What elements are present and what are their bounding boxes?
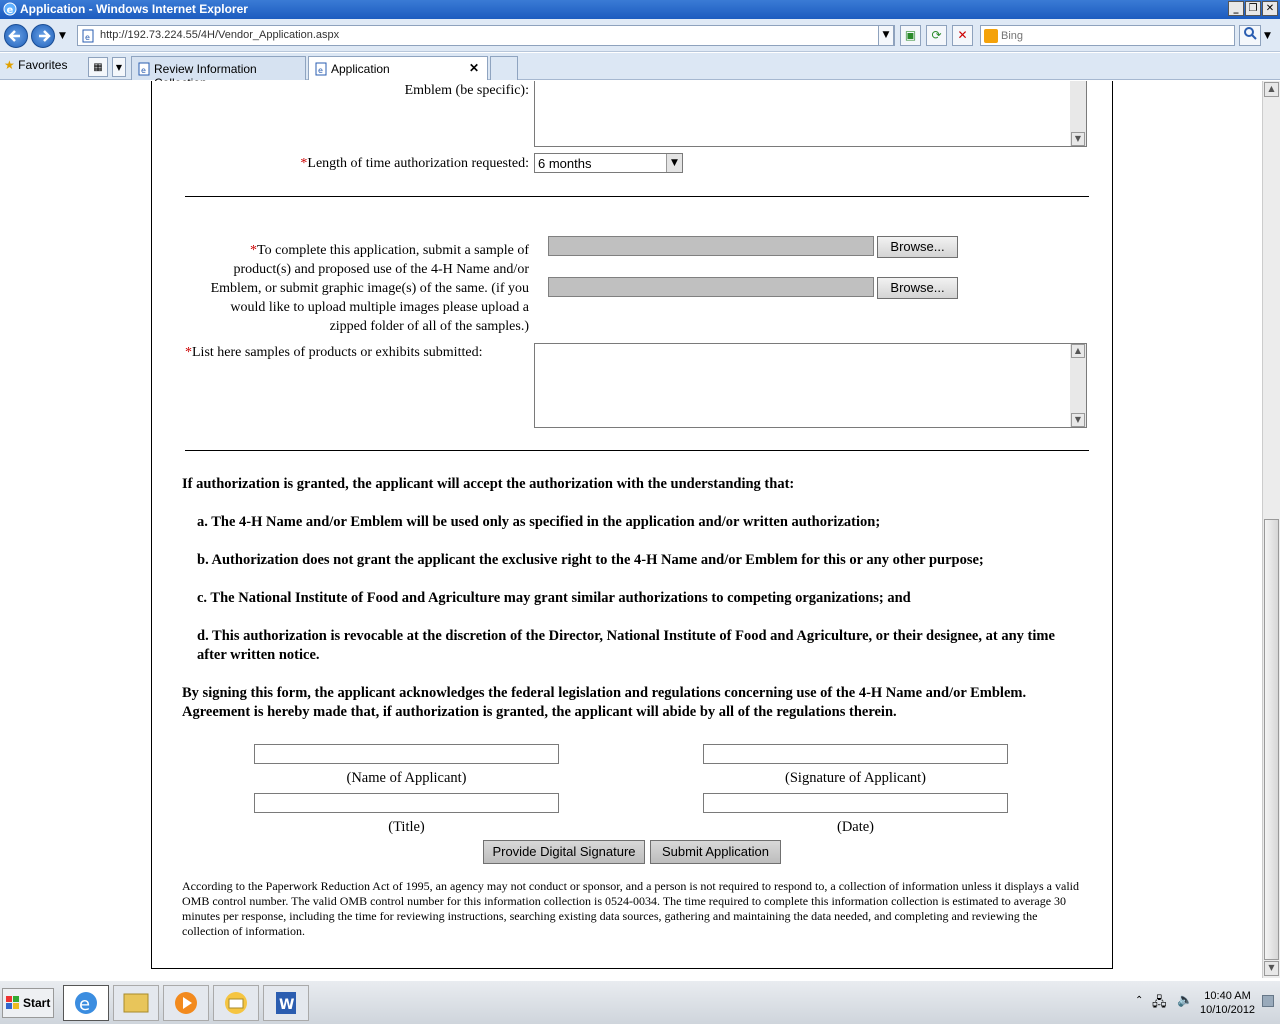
- search-input[interactable]: [1001, 28, 1231, 43]
- textarea-scrollbar[interactable]: [1070, 344, 1086, 427]
- clock-date: 10/10/2012: [1200, 1004, 1256, 1016]
- tab-application[interactable]: [308, 56, 488, 80]
- chevron-down-icon[interactable]: ▼: [666, 154, 682, 172]
- windows-logo-icon: [6, 996, 20, 1010]
- outlook-icon: [214, 986, 258, 1020]
- taskbar-word[interactable]: [263, 985, 309, 1021]
- internet-explorer-icon: [3, 2, 17, 16]
- required-asterisk: *: [185, 345, 192, 360]
- signature-of-applicant-caption: (Signature of Applicant): [785, 770, 926, 786]
- emblem-label: Emblem (be specific):: [404, 83, 529, 98]
- refresh-icon[interactable]: ⟳: [926, 25, 947, 46]
- favorites-button[interactable]: [4, 58, 67, 72]
- date-field[interactable]: [703, 793, 1008, 813]
- search-options-dropdown-icon[interactable]: ▼: [1264, 31, 1271, 41]
- compatibility-view-icon[interactable]: ▣: [900, 25, 921, 46]
- scroll-up-icon[interactable]: ▲: [1071, 344, 1085, 358]
- new-tab-button[interactable]: [490, 56, 518, 80]
- taskbar-windows-explorer[interactable]: [113, 985, 159, 1021]
- favorites-bar: [0, 53, 1280, 80]
- window-title: Application - Windows Internet Explorer: [20, 2, 248, 16]
- media-player-icon: [164, 986, 208, 1020]
- length-of-time-label-text: Length of time authorization requested:: [307, 156, 529, 171]
- date-caption: (Date): [836, 819, 875, 835]
- stop-icon[interactable]: ✕: [952, 25, 973, 46]
- samples-label: [185, 345, 530, 361]
- favorites-label: Favorites: [18, 58, 68, 72]
- page-icon: [81, 29, 95, 43]
- address-toolbar: [0, 19, 1280, 52]
- window-title-bar[interactable]: [0, 0, 1280, 19]
- tab-review-information-collection[interactable]: [131, 56, 306, 80]
- taskbar-media-player[interactable]: [163, 985, 209, 1021]
- term-d: d. This authorization is revocable at the discretion of the Director, National Institute of Food and Agriculture, or their designee, at any time after written notice.: [197, 628, 1055, 663]
- required-asterisk: *: [250, 243, 258, 258]
- term-c: c. The National Institute of Food and Agriculture may grant similar authorizations to competing organizations; and: [197, 590, 911, 606]
- name-of-applicant-caption: (Name of Applicant): [346, 770, 467, 786]
- network-icon[interactable]: 🖧: [1152, 995, 1167, 1010]
- textarea-scrollbar[interactable]: [1070, 81, 1086, 146]
- title-caption: (Title): [388, 819, 425, 835]
- signature-of-applicant-field[interactable]: [703, 744, 1008, 764]
- scroll-down-icon[interactable]: ▼: [1071, 132, 1085, 146]
- page-icon: [137, 62, 151, 76]
- taskbar: [0, 980, 1280, 1024]
- url-text: http://192.73.224.55/4H/Vendor_Application.aspx: [100, 29, 340, 41]
- scroll-down-icon[interactable]: ▼: [1264, 961, 1279, 976]
- scrollbar-thumb[interactable]: [1264, 519, 1279, 960]
- show-hidden-icons-icon[interactable]: ⌃: [1135, 995, 1144, 1006]
- volume-icon[interactable]: 🔈: [1177, 993, 1194, 1008]
- emblem-textarea[interactable]: [534, 81, 1087, 147]
- taskbar-internet-explorer[interactable]: [63, 985, 109, 1021]
- page-scrollbar[interactable]: [1262, 81, 1280, 978]
- back-button[interactable]: [4, 24, 28, 48]
- word-icon: [264, 986, 308, 1020]
- terms-intro: If authorization is granted, the applicant will accept the authorization with the understanding that:: [182, 476, 795, 492]
- minimize-button[interactable]: _: [1228, 1, 1244, 16]
- address-bar[interactable]: [77, 25, 895, 46]
- taskbar-outlook[interactable]: [213, 985, 259, 1021]
- file-upload-field-2[interactable]: [548, 277, 874, 297]
- recent-pages-dropdown-icon[interactable]: ▼: [59, 31, 66, 41]
- address-dropdown-icon[interactable]: ▼: [878, 25, 894, 46]
- quick-tabs-icon[interactable]: ▦: [88, 57, 108, 77]
- browse-button-1[interactable]: Browse...: [877, 236, 958, 258]
- file-upload-field-1[interactable]: [548, 236, 874, 256]
- length-of-time-select[interactable]: [534, 153, 683, 173]
- folder-icon: [114, 986, 158, 1020]
- close-window-button[interactable]: ✕: [1262, 1, 1278, 16]
- start-label: Start: [23, 996, 51, 1010]
- internet-explorer-icon: [64, 986, 108, 1020]
- samples-label-text: List here samples of products or exhibits submitted:: [192, 345, 483, 360]
- page-icon: [314, 62, 328, 76]
- length-of-time-label: [240, 156, 529, 172]
- forward-button[interactable]: [31, 24, 55, 48]
- browse-button-2[interactable]: Browse...: [877, 277, 958, 299]
- close-tab-icon[interactable]: ✕: [469, 61, 480, 75]
- title-field[interactable]: [254, 793, 559, 813]
- paperwork-reduction-notice: According to the Paperwork Reduction Act of 1995, an agency may not conduct or sponsor, and a person is not required to respond to, a collection of information unless it displays a valid OMB control number. The valid OMB control number for this information collection is 0524-0034. The time required to complete this information collection is estimated to average 30 minutes per response, including the time for reviewing instructions, searching existing data sources, gathering and maintaining the data needed, and completing and reviewing the collection of information.: [182, 879, 1079, 938]
- submit-application-button[interactable]: Submit Application: [650, 840, 781, 864]
- svg-text:W: W: [279, 997, 295, 1013]
- tab-list-dropdown-icon[interactable]: ▼: [112, 57, 126, 77]
- upload-instructions-text: To complete this application, submit a sample of product(s) and proposed use of the 4-H Name and/or Emblem, or submit graphic image(s) of the same. (if you would like to upload multiple images please upload a zipped folder of all of the samples.): [210, 243, 529, 334]
- search-button[interactable]: [1239, 25, 1261, 46]
- start-button[interactable]: [2, 988, 54, 1018]
- section-divider: [185, 196, 1089, 197]
- restore-button[interactable]: ❐: [1245, 1, 1261, 16]
- svg-text:e: e: [85, 33, 90, 42]
- clock[interactable]: [1200, 989, 1255, 1017]
- section-divider: [185, 450, 1089, 451]
- clock-time: 10:40 AM: [1204, 990, 1251, 1002]
- search-box[interactable]: [980, 25, 1235, 46]
- svg-text:e: e: [141, 66, 146, 75]
- scroll-up-icon[interactable]: ▲: [1264, 82, 1279, 97]
- name-of-applicant-field[interactable]: [254, 744, 559, 764]
- back-arrow-icon: [5, 25, 27, 47]
- svg-text:e: e: [6, 5, 14, 16]
- show-desktop-icon[interactable]: [1262, 995, 1274, 1007]
- bing-icon: [984, 29, 998, 43]
- svg-text:e: e: [79, 994, 91, 1015]
- term-a: a. The 4-H Name and/or Emblem will be used only as specified in the application and/or written authorization;: [197, 514, 881, 530]
- tab-label: Review Information: [154, 62, 257, 76]
- length-of-time-value: 6 months: [538, 156, 592, 171]
- agreement-text: By signing this form, the applicant acknowledges the federal legislation and regulations concerning use of the 4-H Name and/or Emblem. Agreement is hereby made that, if authorization is granted, the applicant will abide by all of the regulations therein.: [182, 685, 1027, 720]
- tab-label: Application: [331, 62, 390, 76]
- term-b: b. Authorization does not grant the applicant the exclusive right to the 4-H Name and/or Emblem for this or any other purpose;: [197, 552, 984, 568]
- samples-textarea[interactable]: [534, 343, 1087, 428]
- provide-digital-signature-button[interactable]: Provide Digital Signature: [483, 840, 645, 864]
- scroll-down-icon[interactable]: ▼: [1071, 413, 1085, 427]
- required-asterisk: *: [300, 156, 308, 171]
- forward-arrow-icon: [32, 25, 54, 47]
- upload-instructions: [190, 241, 529, 336]
- magnifier-icon: [1243, 26, 1257, 40]
- page-content: [0, 81, 1262, 978]
- svg-text:e: e: [318, 66, 323, 75]
- star-icon: ★: [4, 58, 15, 72]
